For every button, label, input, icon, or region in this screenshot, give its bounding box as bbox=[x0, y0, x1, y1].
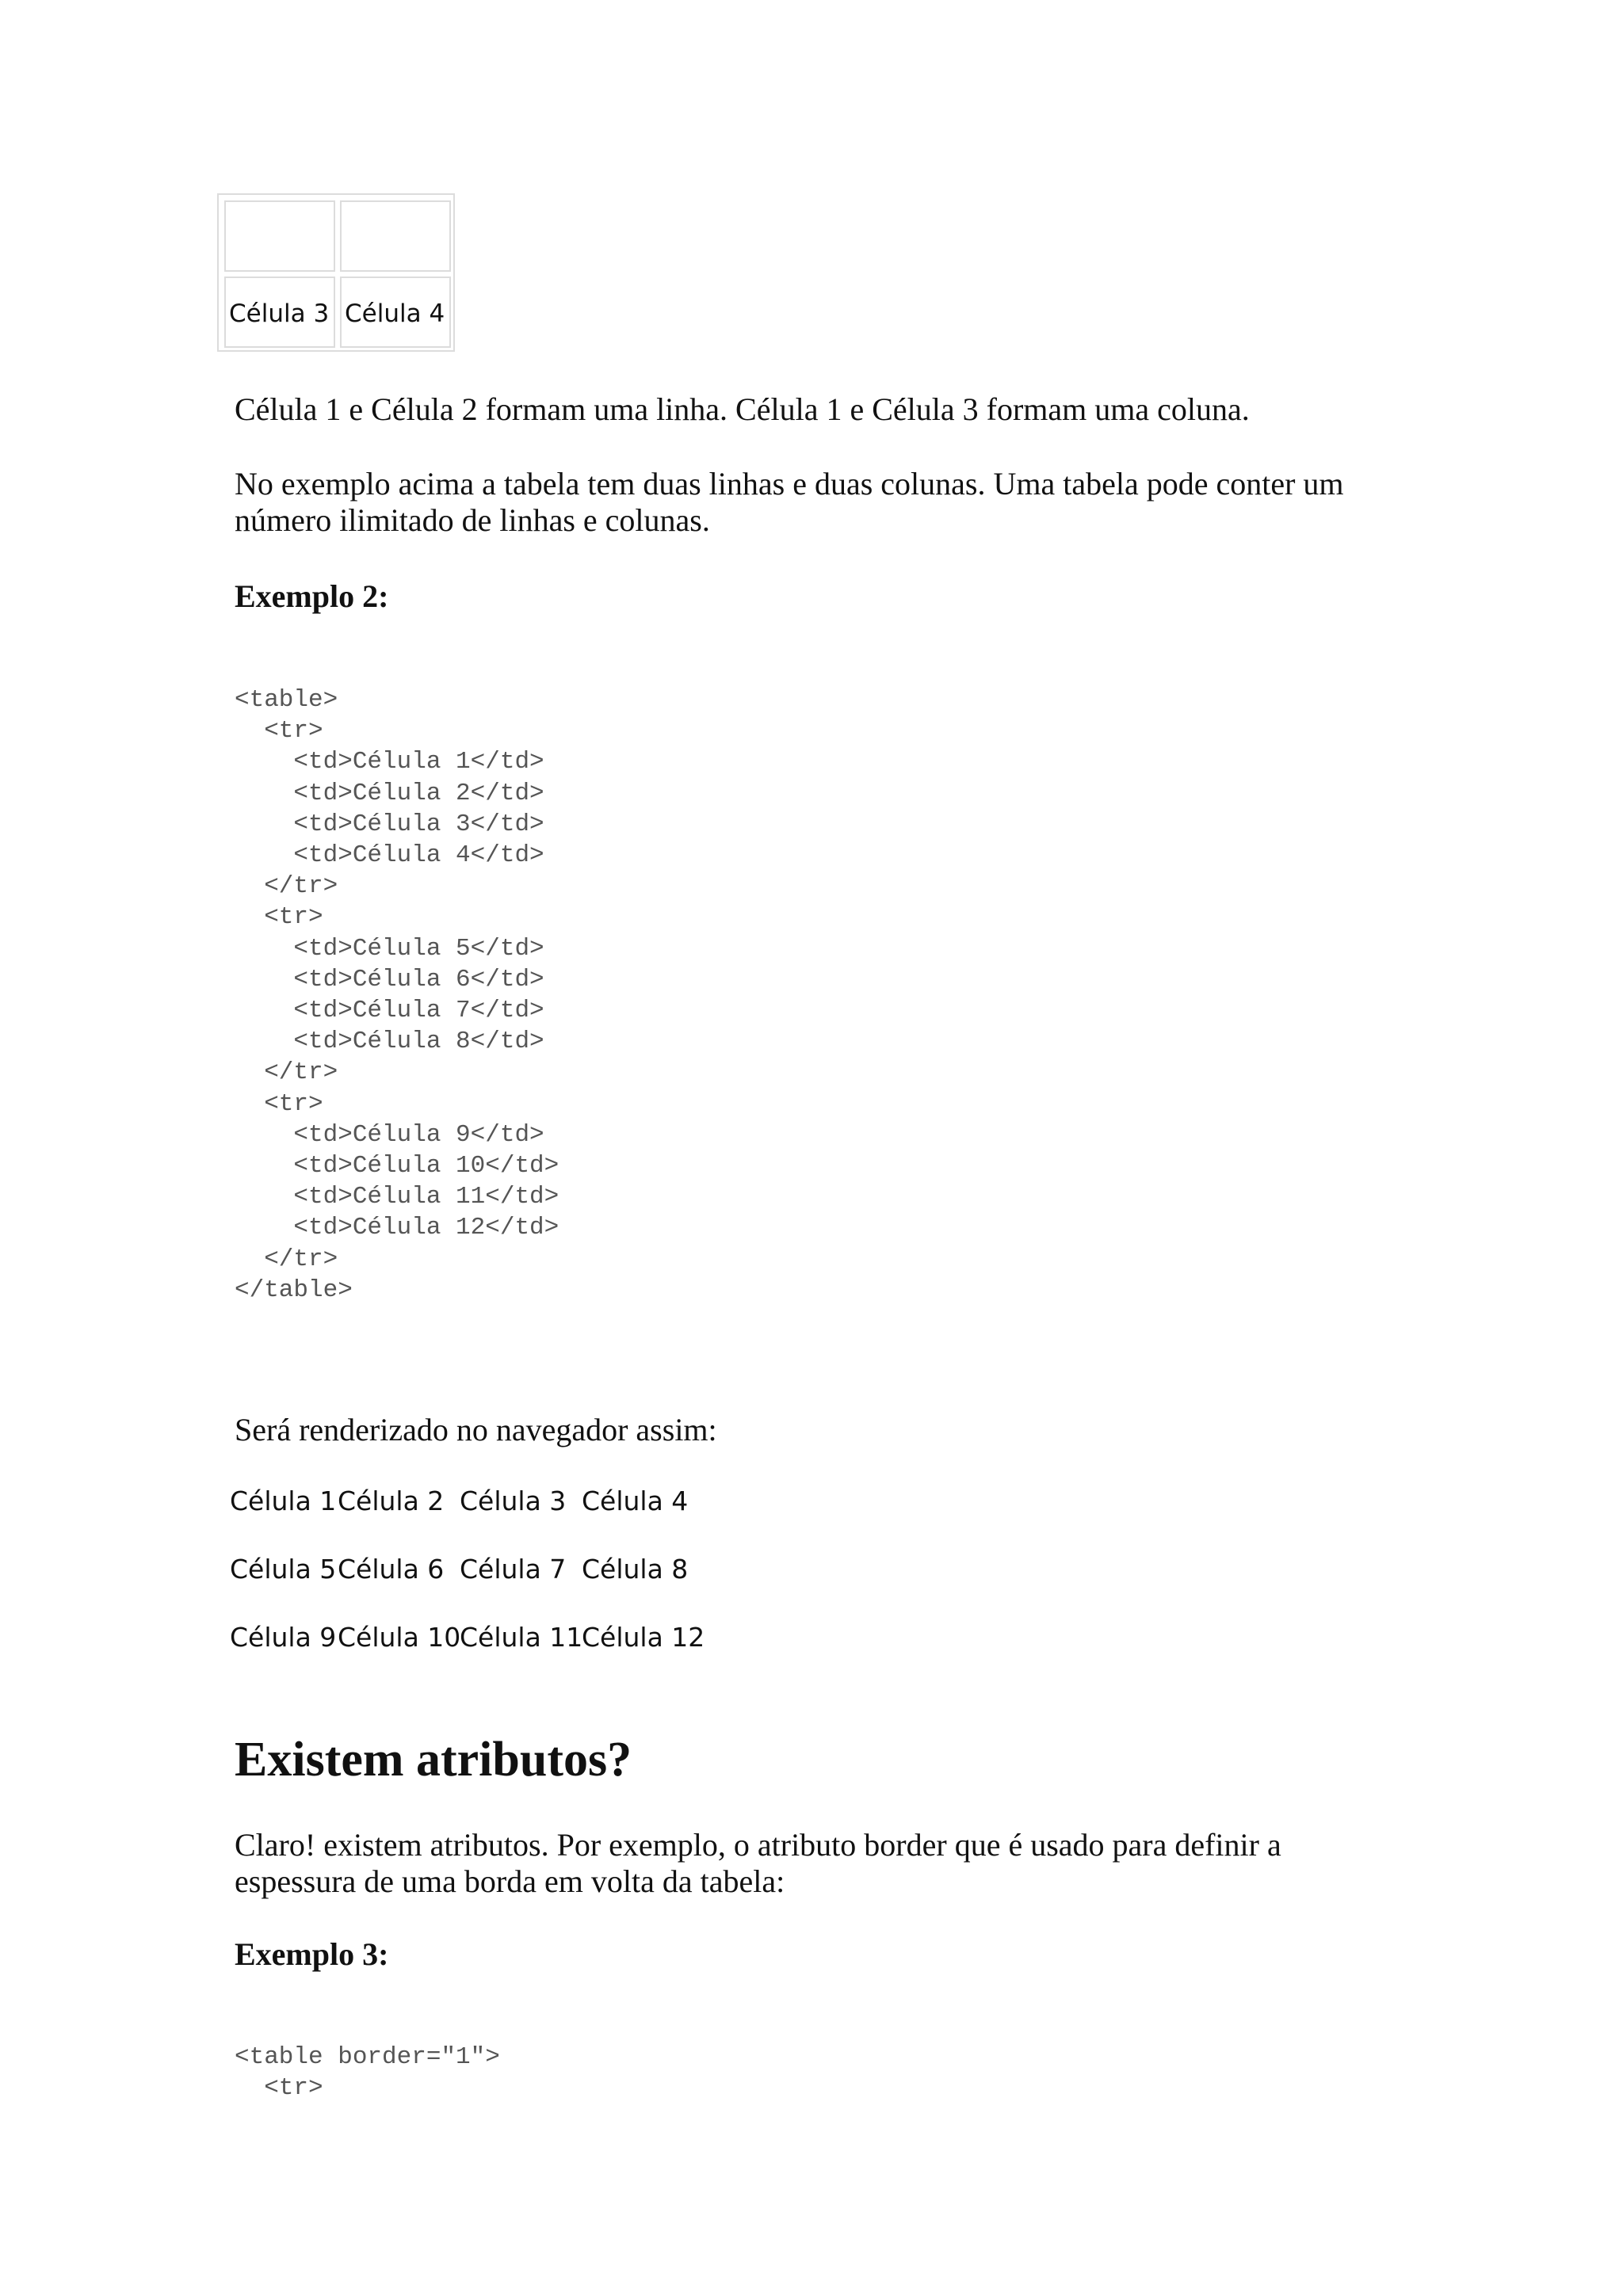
table-cell bbox=[224, 200, 335, 272]
paragraph-line: número ilimitado de linhas e colunas. bbox=[235, 502, 710, 538]
paragraph-line: Claro! existem atributos. Por exemplo, o atributo border que é usado para definir a bbox=[235, 1827, 1281, 1863]
table-cell: Célula 10 bbox=[338, 1622, 461, 1653]
example1-rendered-table bbox=[217, 193, 455, 352]
rendered-note: Será renderizado no navegador assim: bbox=[235, 1412, 717, 1447]
table-cell: Célula 3 bbox=[224, 277, 335, 348]
table-cell: Célula 12 bbox=[582, 1622, 705, 1653]
table-cell: Célula 11 bbox=[460, 1622, 583, 1653]
table-cell: Célula 7 bbox=[460, 1554, 567, 1585]
table-cell: Célula 5 bbox=[230, 1554, 337, 1585]
section-heading: Existem atributos? bbox=[235, 1733, 632, 1787]
paragraph-rows-columns: Célula 1 e Célula 2 formam uma linha. Célula 1 e Célula 3 formam uma coluna. bbox=[235, 391, 1250, 427]
example2-code-block: <table> <tr> <td>Célula 1</td> <td>Célula 2</td> <td>Célula 3</td> <td>Célula 4</td> </tr> <tr> <td>Célula 5</td> <td>Célula 6</td> <td>Célula 7</td> <td>Célula 8</td> </tr> <tr> <td>Célula 9</td> <td>Célula 10</td> <td>Célula 11</td> <td>Célula 12</td> </tr> </table> bbox=[235, 686, 559, 1304]
table-cell: Célula 9 bbox=[230, 1622, 337, 1653]
paragraph-attributes bbox=[235, 1827, 1423, 1900]
paragraph-line: espessura de uma borda em volta da tabela: bbox=[235, 1863, 785, 1899]
table-cell: Célula 8 bbox=[582, 1554, 689, 1585]
example2-heading: Exemplo 2: bbox=[235, 578, 389, 614]
table-cell: Célula 4 bbox=[582, 1486, 689, 1516]
table-cell: Célula 2 bbox=[338, 1486, 445, 1516]
table-cell bbox=[340, 200, 451, 272]
table-cell: Célula 4 bbox=[340, 277, 451, 348]
paragraph-example-description bbox=[235, 466, 1423, 539]
paragraph-line: No exemplo acima a tabela tem duas linhas e duas colunas. Uma tabela pode conter um bbox=[235, 466, 1344, 502]
table-cell: Célula 1 bbox=[230, 1486, 337, 1516]
table-cell: Célula 3 bbox=[460, 1486, 567, 1516]
table-cell: Célula 6 bbox=[338, 1554, 445, 1585]
example3-code-block: <table border="1"> <tr> bbox=[235, 2043, 500, 2103]
example3-heading: Exemplo 3: bbox=[235, 1936, 389, 1972]
